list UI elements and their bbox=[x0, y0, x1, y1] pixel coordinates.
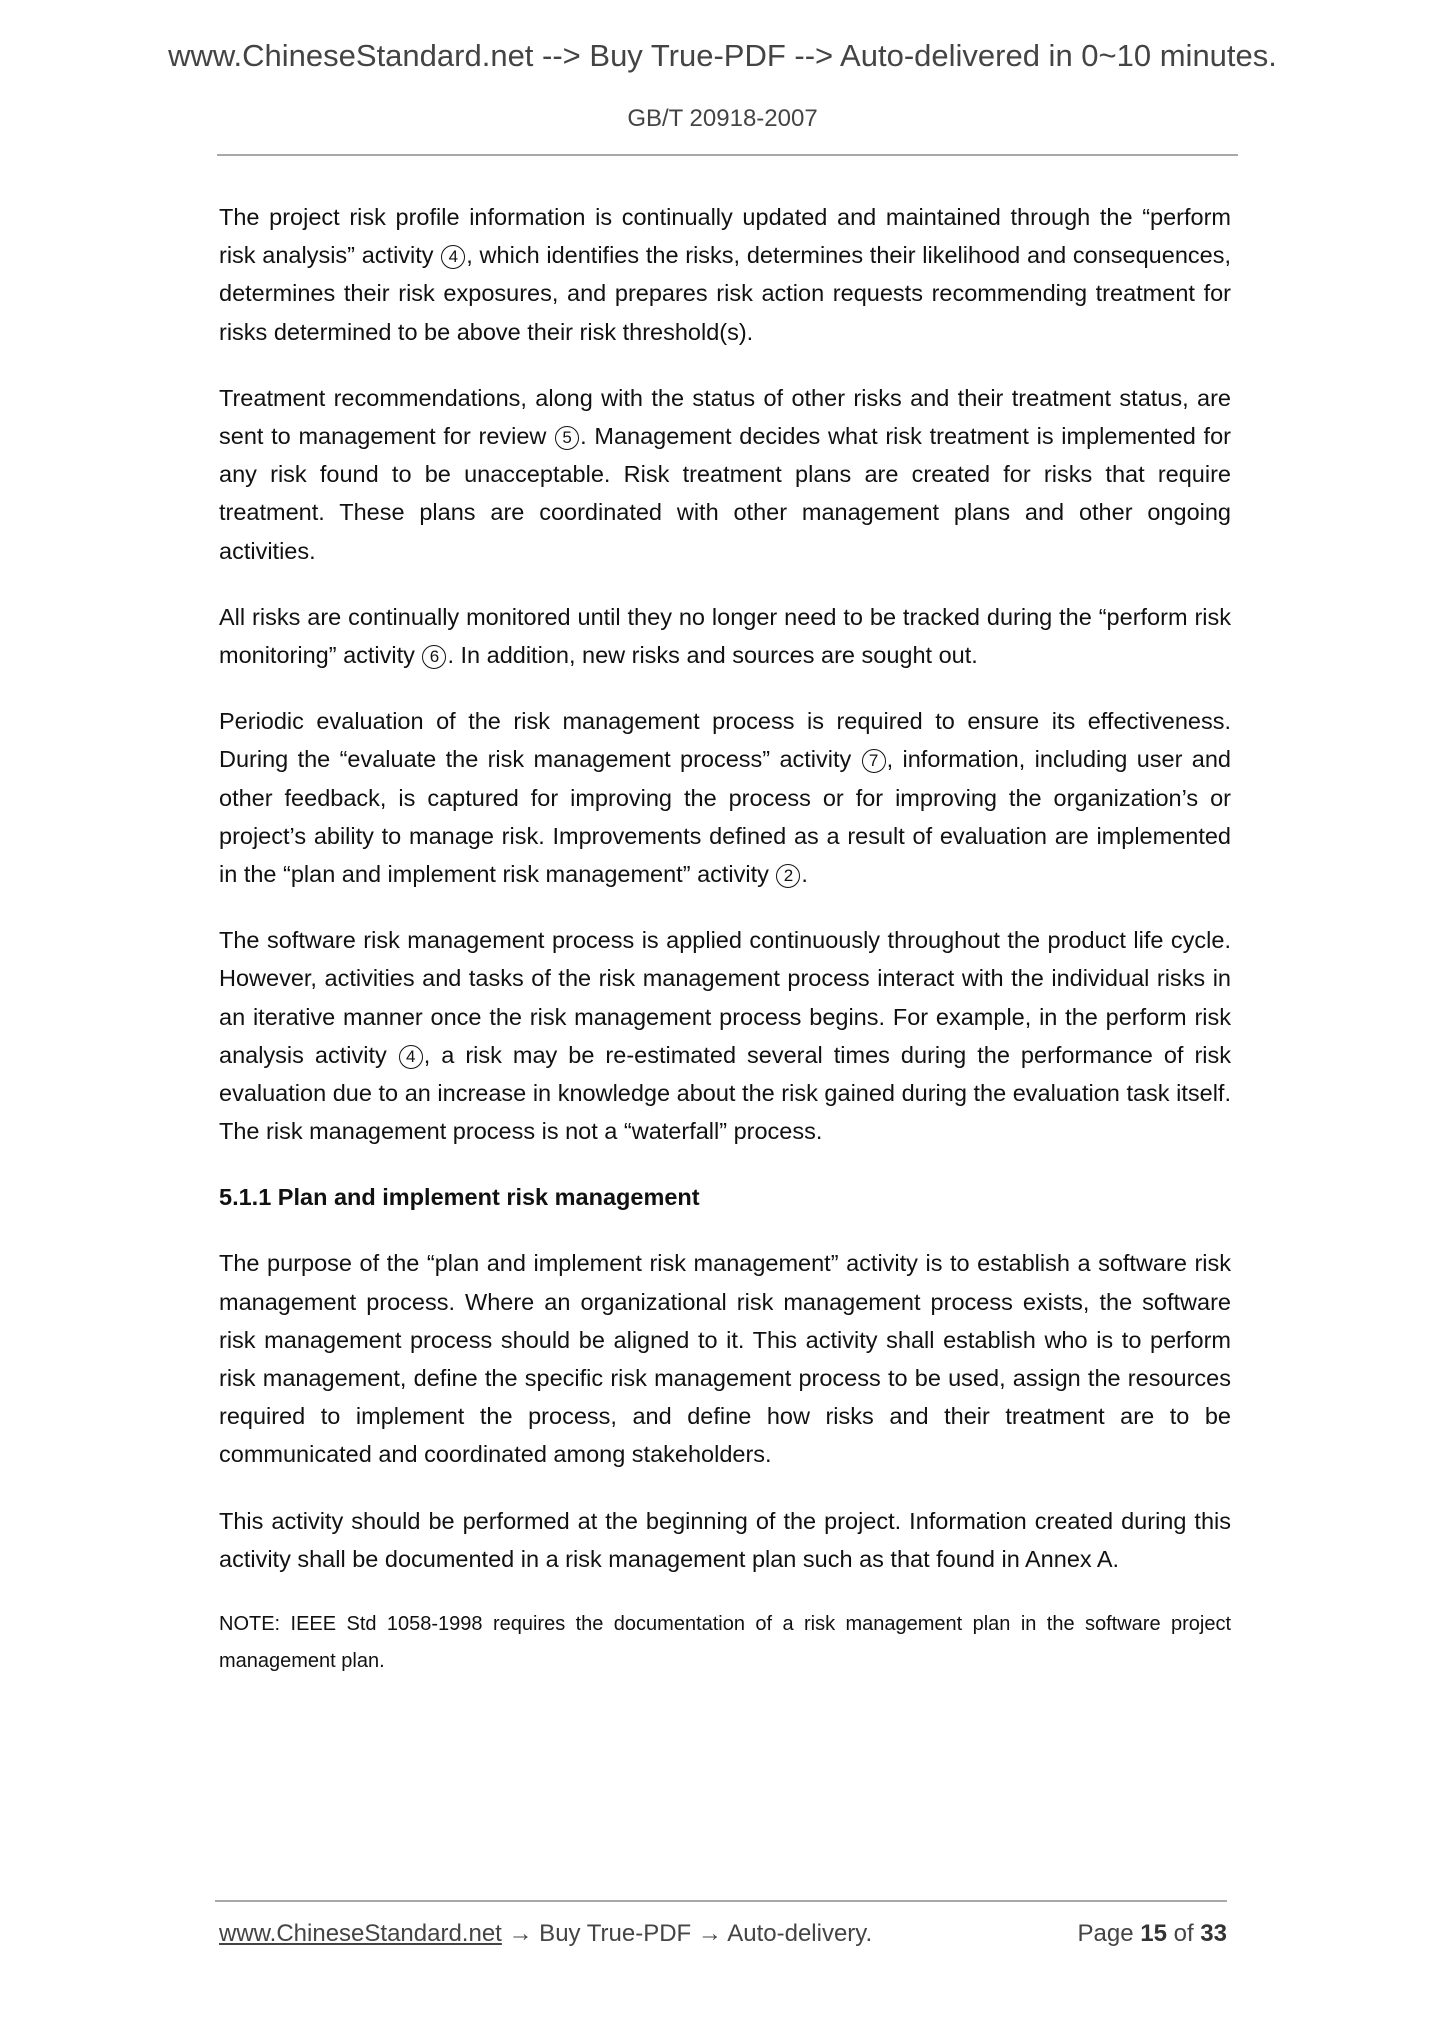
paragraph-risk-profile bbox=[219, 198, 1231, 351]
text: Treatment recommendations, along with the status of other risks and their treatment status, are sent to management for review bbox=[219, 384, 1231, 450]
page-number: 15 bbox=[1140, 1920, 1167, 1947]
text: . In addition, new risks and sources are sought out. bbox=[447, 642, 978, 669]
paragraph-treatment bbox=[219, 379, 1231, 570]
site-link[interactable]: www.ChineseStandard.net bbox=[219, 1920, 502, 1947]
step-2-marker: 2 bbox=[776, 864, 800, 888]
of-label: of bbox=[1166, 1920, 1201, 1947]
site-banner: www.ChineseStandard.net --> Buy True-PDF --> Auto-delivered in 0~10 minutes. bbox=[168, 38, 1277, 73]
paragraph-evaluation bbox=[219, 702, 1231, 893]
footer-tagline: → Buy True-PDF → Auto-delivery. bbox=[501, 1920, 873, 1947]
step-4-marker: 4 bbox=[399, 1045, 423, 1069]
text: All risks are continually monitored until they no longer need to be tracked during the “perform risk monitoring” activity bbox=[219, 603, 1231, 669]
page-indicator bbox=[1078, 1920, 1227, 1948]
section-heading: 5.1.1 Plan and implement risk management bbox=[219, 1184, 700, 1211]
step-5-marker: 5 bbox=[555, 426, 579, 450]
text: . bbox=[801, 861, 808, 888]
page-label: Page bbox=[1077, 1920, 1141, 1947]
page-total: 33 bbox=[1200, 1920, 1227, 1947]
text: . Management decides what risk treatment is implemented for any risk found to be unacceptable. Risk treatment plans are created for risks that require treatment. These plans are coordinated with other management plans and other ongoing activities. bbox=[219, 423, 1231, 564]
step-7-marker: 7 bbox=[862, 749, 886, 773]
footer bbox=[219, 1920, 1227, 1948]
header-divider bbox=[217, 154, 1238, 156]
text: The project risk profile information is continually updated and maintained through the “perform risk analysis” activity bbox=[219, 204, 1231, 269]
note: NOTE: IEEE Std 1058-1998 requires the documentation of a risk management plan in the software project management plan. bbox=[219, 1613, 1231, 1673]
text: , information, including user and other feedback, is captured for improving the process or for improving the organization’s or project’s ability to manage risk. Improvements defined as a result of evaluation are implemented in the “plan and implement risk management” activity bbox=[219, 746, 1231, 888]
paragraph-timing: This activity should be performed at the beginning of the project. Information created during this activity shall be documented in a risk management plan such as that found in Annex A. bbox=[219, 1507, 1231, 1572]
text: The software risk management process is applied continuously throughout the product life cycle. However, activities and tasks of the risk management process interact with the individual risks in an iterative manner once the risk management process begins. For example, in the perform risk analysis activity bbox=[219, 927, 1231, 1068]
text: Periodic evaluation of the risk management process is required to ensure its effectiveness. During the “evaluate the risk management process” activity bbox=[219, 708, 1231, 773]
text: , which identifies the risks, determines their likelihood and consequences, determines their risk exposures, and prepares risk action requests recommending treatment for risks determined to be above their risk threshold(s). bbox=[219, 242, 1231, 345]
step-6-marker: 6 bbox=[422, 645, 446, 669]
page-content bbox=[219, 198, 1231, 1680]
paragraph-monitoring bbox=[219, 598, 1231, 674]
paragraph-lifecycle bbox=[219, 921, 1231, 1150]
footer-divider bbox=[215, 1900, 1227, 1902]
footer-left bbox=[219, 1920, 872, 1948]
document-code: GB/T 20918-2007 bbox=[627, 105, 818, 132]
paragraph-purpose: The purpose of the “plan and implement risk management” activity is to establish a software risk management process. Where an organizational risk management process exists, the software risk management process should be aligned to it. This activity shall establish who is to perform risk management, define the specific risk management process to be used, assign the resources required to implement the process, and define how risks and their treatment are to be communicated and coordinated among stakeholders. bbox=[219, 1250, 1231, 1468]
step-4-marker: 4 bbox=[441, 245, 465, 269]
text: , a risk may be re-estimated several times during the performance of risk evaluation due to an increase in knowledge about the risk gained during the evaluation task itself. The risk management process is not a “waterfall” process. bbox=[219, 1041, 1231, 1145]
